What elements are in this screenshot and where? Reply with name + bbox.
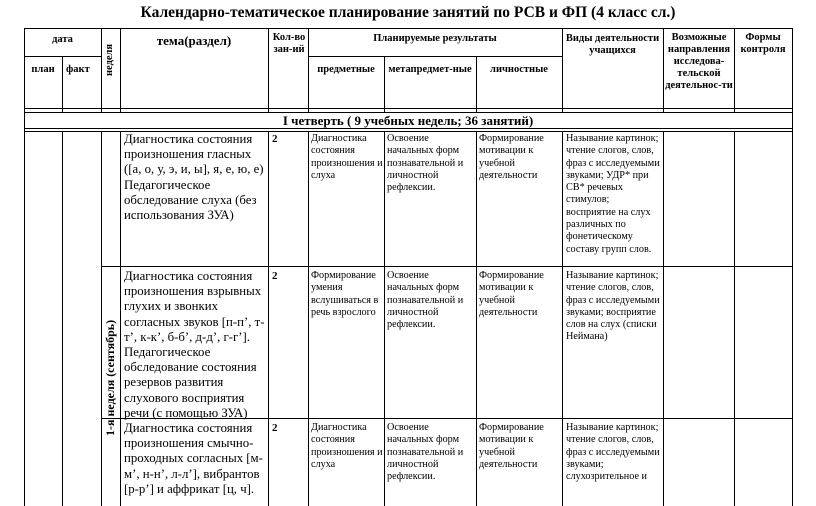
row-metasubject: Освоение начальных форм познавательной и личностной рефлексии. [387,270,464,331]
row-topic: Диагностика состояния произношения гласных ([а, о, у, э, и, ы], я, е, ю, е) Педагогическое обследование слуха (без использования ЗУА) [124,132,264,223]
row-subject: Диагностика состояния произношения и слуха [311,133,383,181]
header-date: дата [52,34,73,45]
header-subject: предметные [317,64,375,75]
row-personal: Формирование мотивации к учебной деятельности [479,270,544,318]
header-plan: план [31,64,55,75]
row-count: 2 [272,422,278,434]
row-activities: Называние картинок; чтение слогов, слов, фраз с исследуемыми звуками; УДР* при СВ* речевых стимулов; восприятие на слух различных по фонетическому составу групп слов. [566,133,660,255]
row-count: 2 [272,270,278,282]
row-metasubject: Освоение начальных форм познавательной и личностной рефлексии. [387,422,464,483]
row-personal: Формирование мотивации к учебной деятельности [479,422,544,470]
header-forms-control: Формы контроля [740,32,786,55]
header-count: Кол-во зан-ий [272,32,306,55]
row-activities: Называние картинок; чтение слогов, слов, фраз с исследуемыми звуками; слухозрительное и [566,422,660,483]
header-topic: тема(раздел) [156,33,232,48]
quarter-heading: I четверть ( 9 учебных недель; 36 занятий) [282,113,534,128]
row-personal: Формирование мотивации к учебной деятельности [479,133,544,181]
header-metasubject: метапредмет-ные [388,64,472,75]
header-week: неделя [104,43,115,76]
header-possible-research: Возможные направления исследова-тельской деятельнос-ти [665,32,733,91]
page-title: Календарно-тематическое планирование занятий по РСВ и ФП (4 класс сл.) [140,4,676,21]
week-label: 1-я неделя (сентябрь) [103,319,117,436]
header-planned-results: Планируемые результаты [373,33,497,44]
row-subject: Формирование умения вслушиваться в речь взрослого [311,270,379,318]
row-metasubject: Освоение начальных форм познавательной и личностной рефлексии. [387,133,464,194]
header-activities: Виды деятельности учащихся [565,33,660,56]
row-activities: Называние картинок; чтение слогов, слов, фраз с исследуемыми звуками; восприятие слов на слух (списки Неймана) [566,270,660,343]
header-fact: факт [66,64,90,75]
row-topic: Диагностика состояния произношения смычно-проходных согласных [м-мʼ, н-нʼ, л-лʼ], вибрантов [р-рʼ] и аффрикат [ц, ч]. [124,421,263,496]
row-topic: Диагностика состояния произношения взрывных глухих и звонких согласных звуков [п-пʼ, т-тʼ, к-кʼ, б-бʼ, д-дʼ, г-гʼ]. Педагогическое обследование состояния резервов развития слухового восприятия речи (с помощью ЗУА) [124,269,265,420]
row-subject: Диагностика состояния произношения и слуха [311,422,383,470]
header-personal: личностные [490,64,548,75]
row-count: 2 [272,133,278,145]
